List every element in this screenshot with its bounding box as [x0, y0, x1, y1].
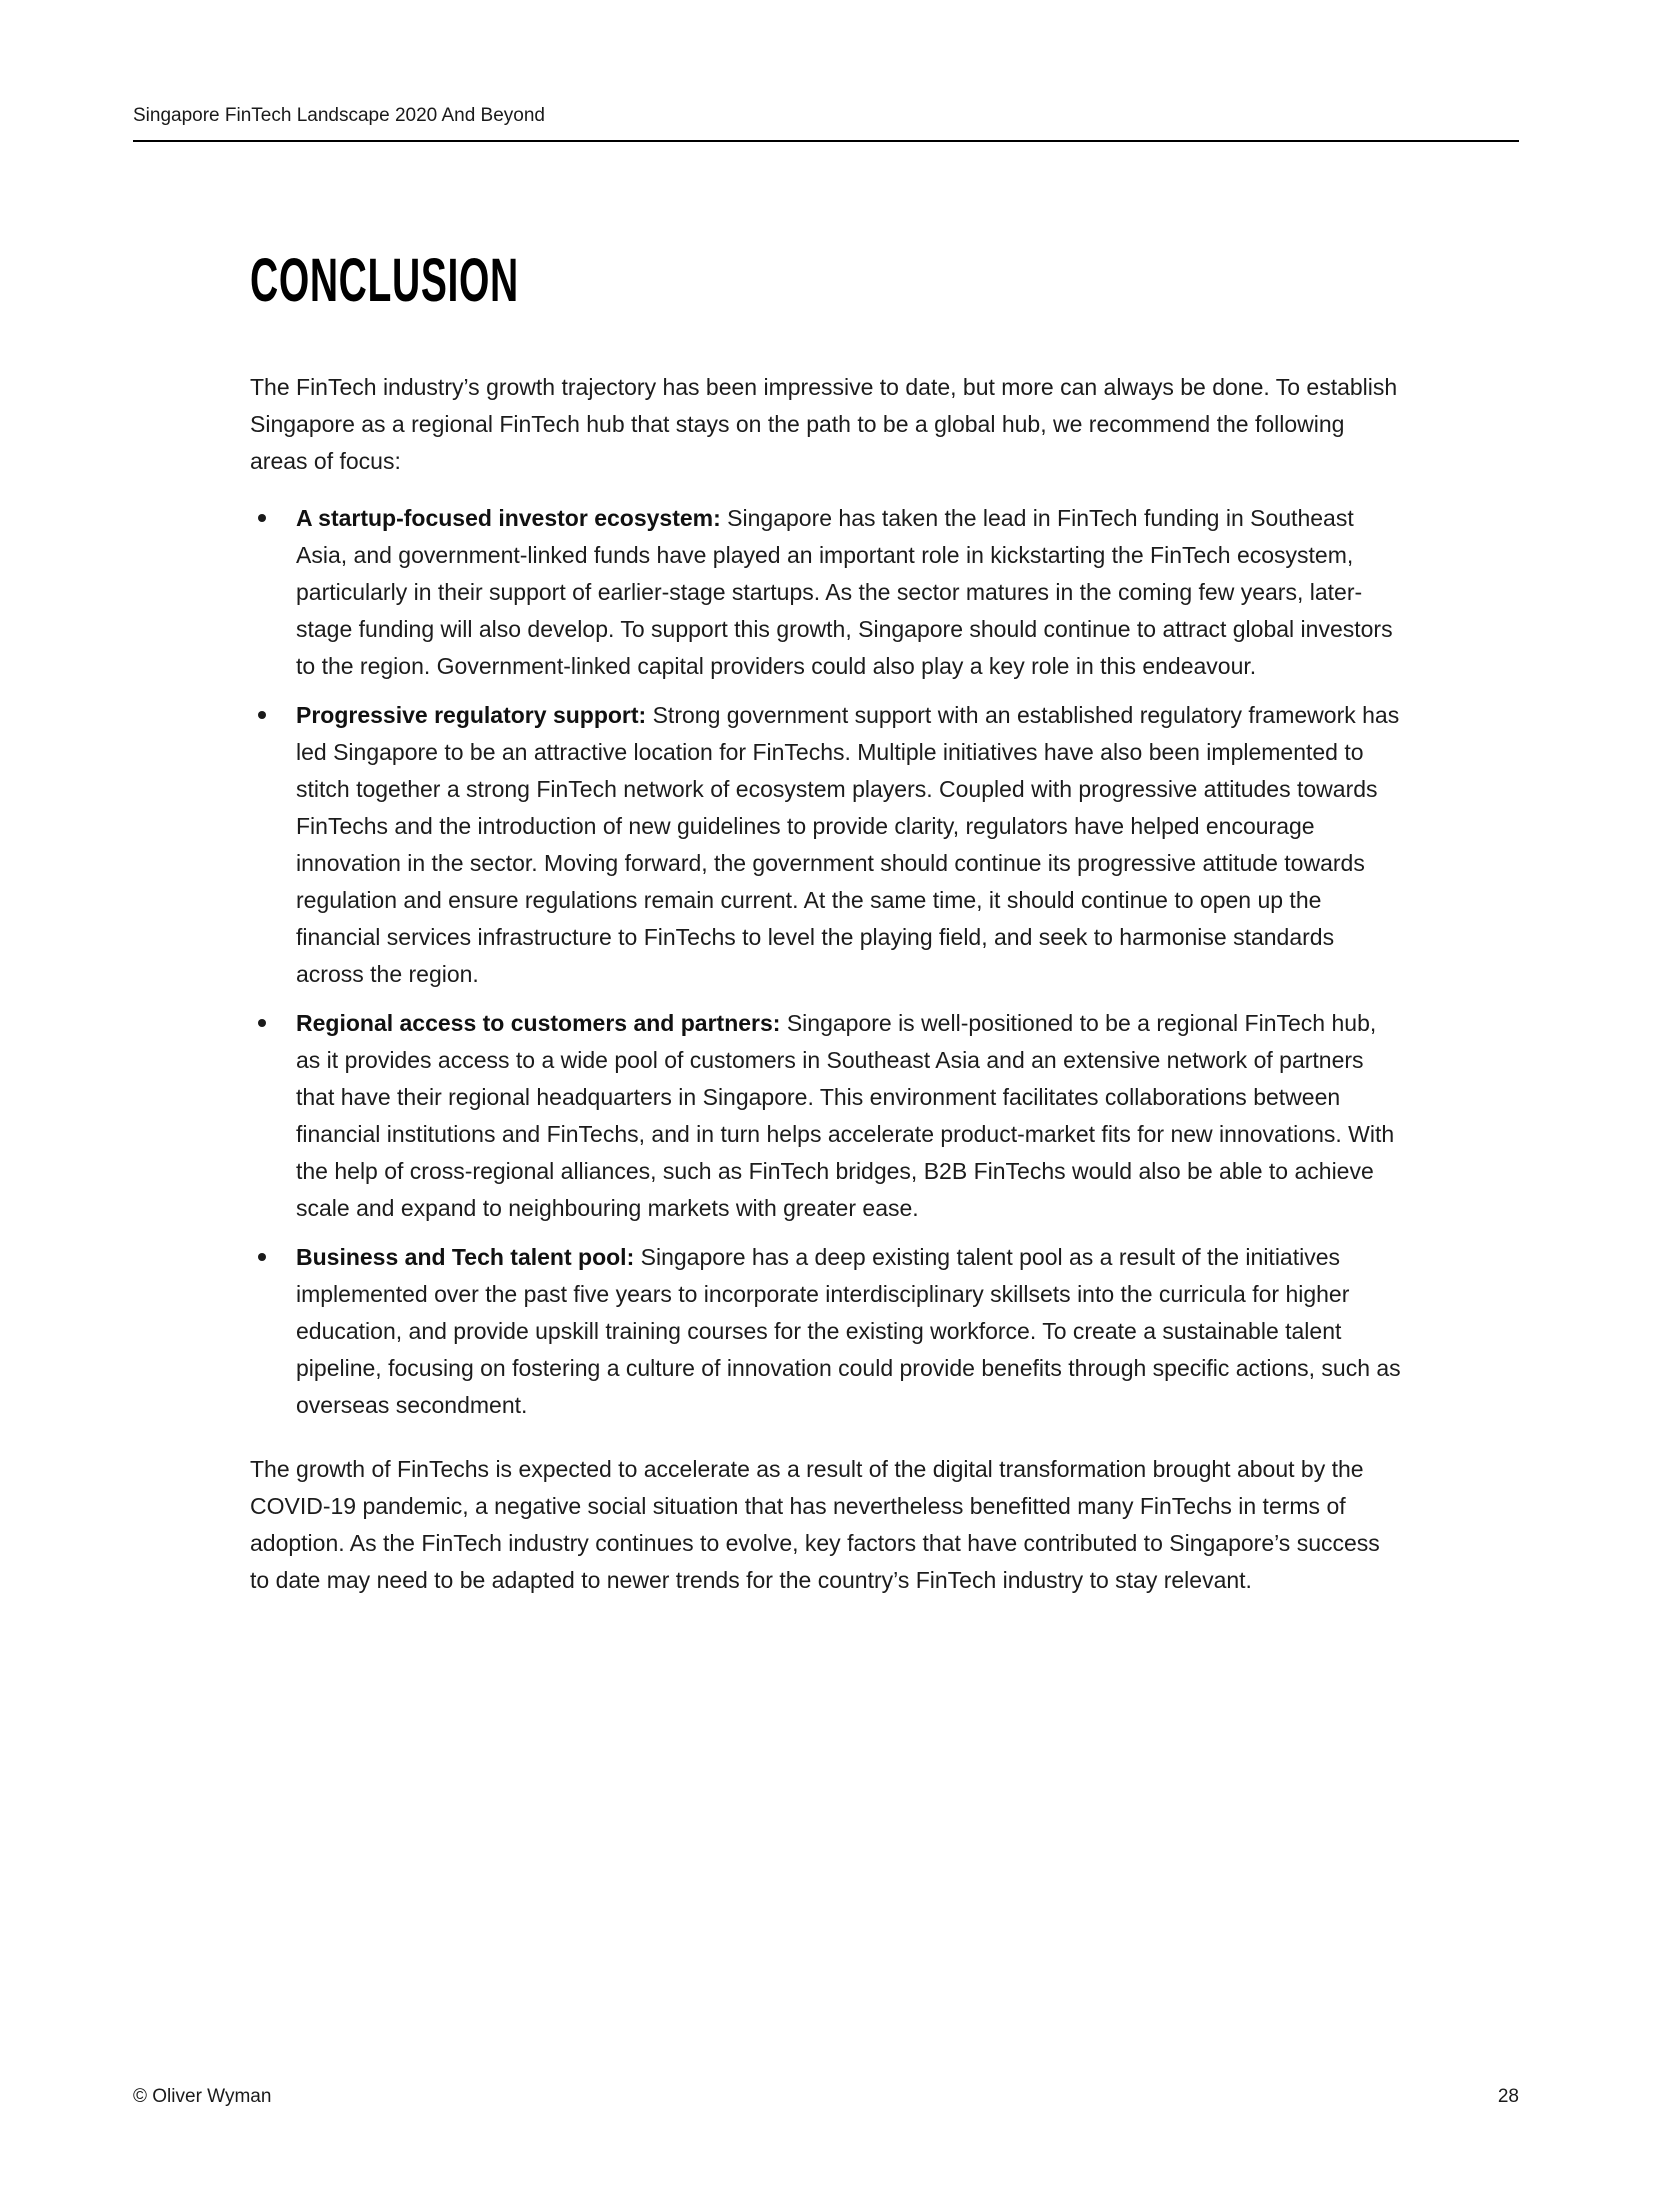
footer-copyright: © Oliver Wyman — [133, 2086, 272, 2107]
bullet-text: Singapore has a deep existing talent pool as a result of the initiatives implemented over the past five years to incorporate interdisciplinary skillsets into the curricula for higher education, and provide upskill training courses for the existing workforce. To create a sustainable talent pipeline, focusing on fostering a culture of innovation could provide benefits through specific actions, such as overseas secondment. — [296, 1244, 1401, 1418]
page-title: CONCLUSION — [250, 246, 519, 314]
bullet-item-talent-pool — [250, 1239, 1405, 1424]
bullet-text: Singapore is well-positioned to be a regional FinTech hub, as it provides access to a wide pool of customers in Southeast Asia and an extensive network of partners that have their regional headquarters in Singapore. This environment facilitates collaborations between financial institutions and FinTechs, and in turn helps accelerate product-market fits for new innovations. With the help of cross-regional alliances, such as FinTech bridges, B2B FinTechs would also be able to achieve scale and expand to neighbouring markets with greater ease. — [296, 1010, 1395, 1221]
bullet-item-investor-ecosystem — [250, 500, 1405, 685]
bullet-icon — [258, 711, 266, 719]
bullet-item-regulatory-support — [250, 697, 1405, 993]
bullet-icon — [258, 1253, 266, 1261]
page-footer — [133, 2086, 1519, 2108]
bullet-text: Strong government support with an established regulatory framework has led Singapore to be an attractive location for FinTechs. Multiple initiatives have also been implemented to stitch together a strong FinTech network of ecosystem players. Coupled with progressive attitudes towards FinTechs and the introduction of new guidelines to provide clarity, regulators have helped encourage innovation in the sector. Moving forward, the government should continue its progressive attitude towards regulation and ensure regulations remain current. At the same time, it should continue to open up the financial services infrastructure to FinTechs to level the playing field, and seek to harmonise standards across the region. — [296, 702, 1400, 987]
running-header-title: Singapore FinTech Landscape 2020 And Beyond — [133, 105, 545, 126]
intro-paragraph: The FinTech industry’s growth trajectory has been impressive to date, but more can always be done. To establish Singapore as a regional FinTech hub that stays on the path to be a global hub, we recommend the following areas of focus: — [250, 374, 1398, 474]
closing-paragraph: The growth of FinTechs is expected to accelerate as a result of the digital transformation brought about by the COVID-19 pandemic, a negative social situation that has nevertheless benefitted many FinTechs in terms of adoption. As the FinTech industry continues to evolve, key factors that have contributed to Singapore’s success to date may need to be adapted to newer trends for the country’s FinTech industry to stay relevant. — [250, 1456, 1380, 1593]
bullet-text: Singapore has taken the lead in FinTech funding in Southeast Asia, and government-linked funds have played an important role in kickstarting the FinTech ecosystem, particularly in their support of earlier-stage startups. As the sector matures in the coming few years, later-stage funding will also develop. To support this growth, Singapore should continue to attract global investors to the region. Government-linked capital providers could also play a key role in this endeavour. — [296, 505, 1393, 679]
bullet-item-regional-access — [250, 1005, 1405, 1227]
bullet-icon — [258, 1019, 266, 1027]
bullet-lead: Regional access to customers and partners: — [296, 1010, 781, 1036]
bullet-lead: Progressive regulatory support: — [296, 702, 647, 728]
bullet-icon — [258, 514, 266, 522]
bullet-lead: A startup-focused investor ecosystem: — [296, 505, 721, 531]
main-content — [250, 246, 1405, 1599]
footer-page-number: 28 — [1497, 2086, 1519, 2107]
bullet-lead: Business and Tech talent pool: — [296, 1244, 635, 1270]
recommendations-list — [250, 500, 1405, 1424]
running-header — [133, 104, 1519, 142]
